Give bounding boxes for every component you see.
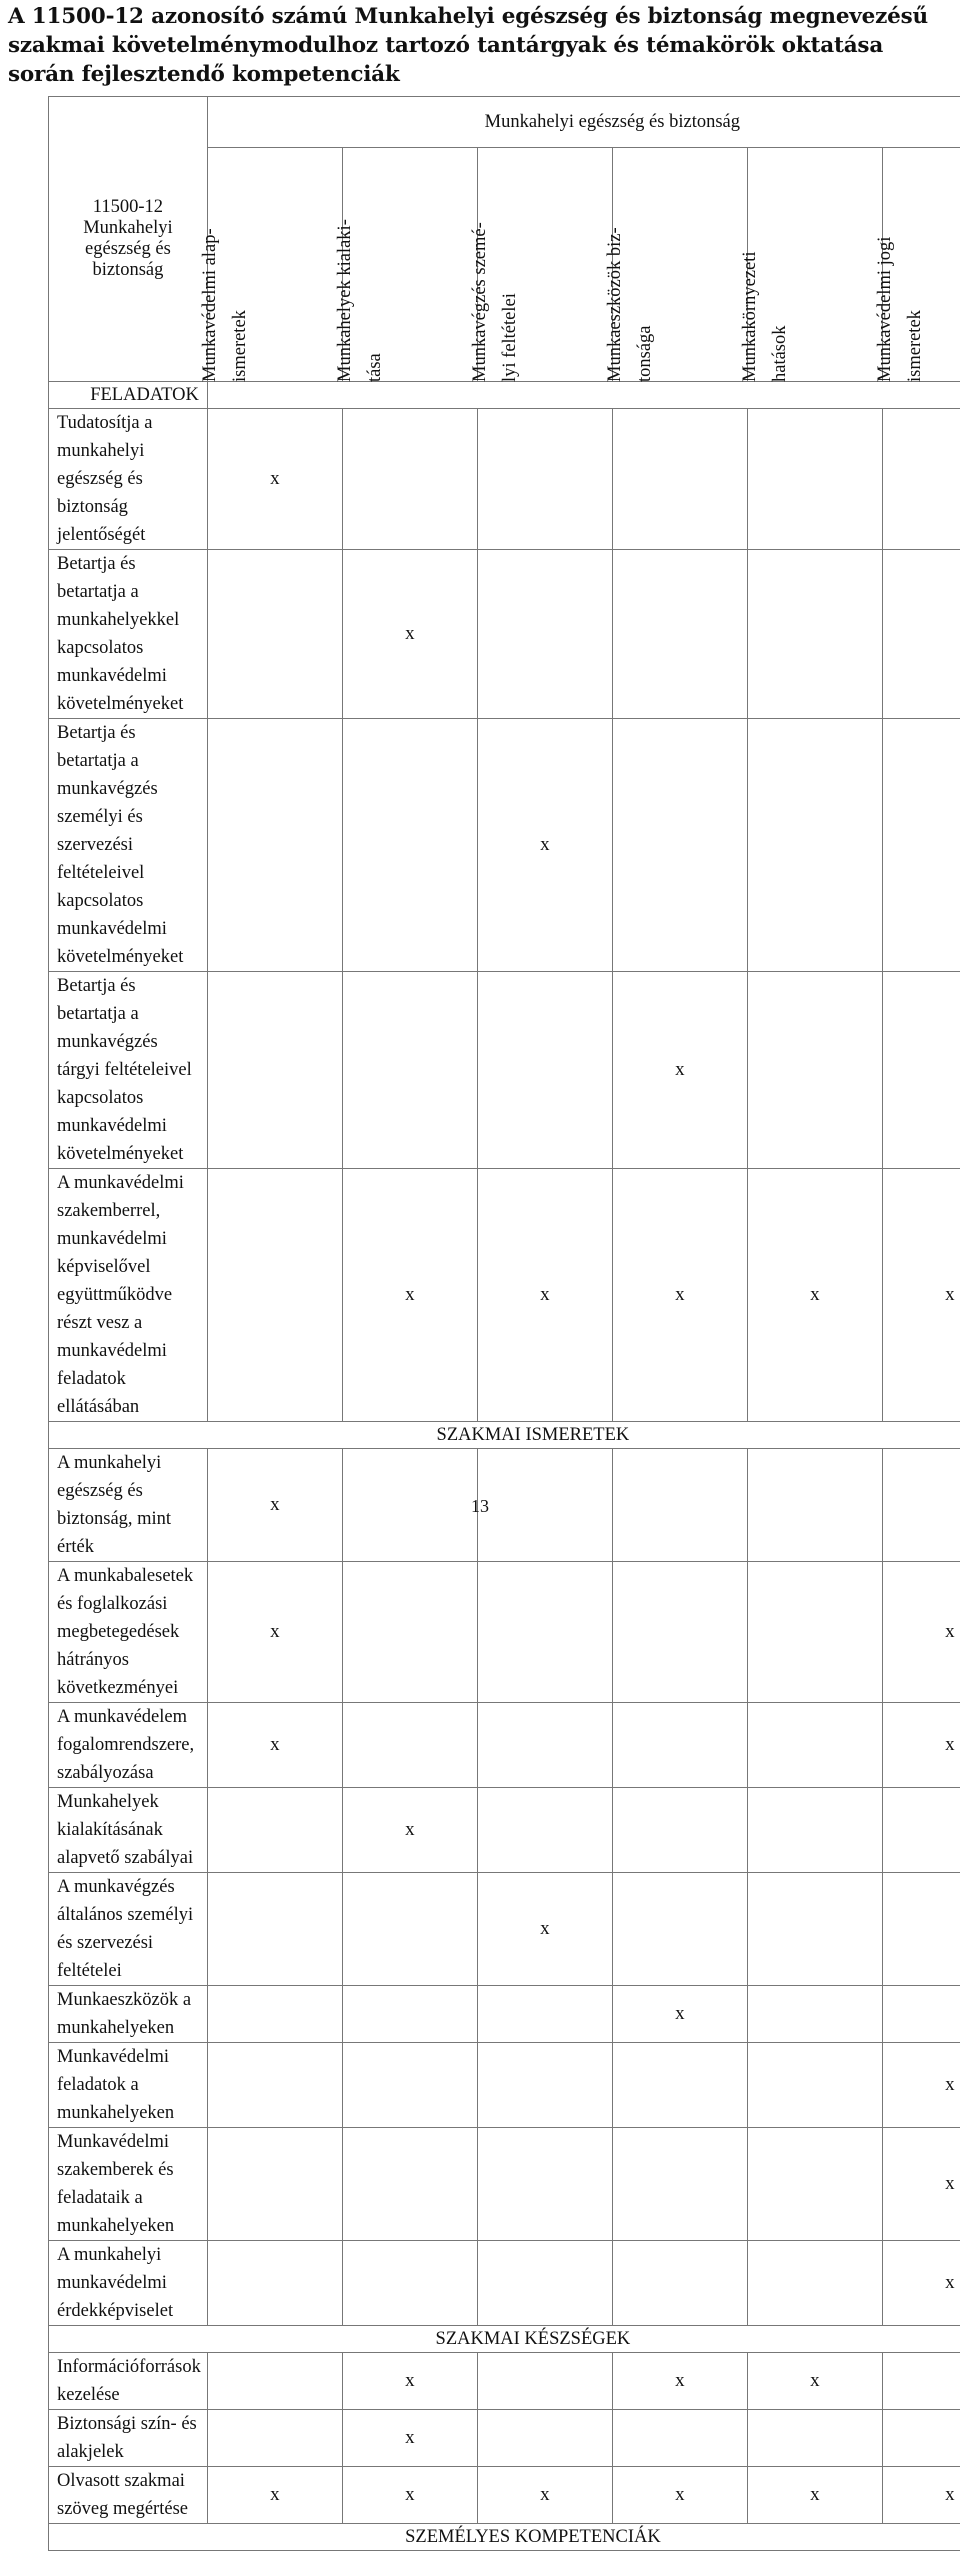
mark-cell xyxy=(882,409,960,550)
mark-cell xyxy=(612,1788,747,1873)
mark-cell xyxy=(477,1986,612,2043)
mark-cell: x xyxy=(882,1562,960,1703)
mark-cell: x xyxy=(477,1873,612,1986)
mark-cell xyxy=(747,2410,882,2467)
mark-cell: x xyxy=(612,2467,747,2524)
mark-cell xyxy=(612,1703,747,1788)
mark-cell xyxy=(342,719,477,972)
mark-cell: x xyxy=(612,1169,747,1422)
mark-cell: x xyxy=(747,2467,882,2524)
section-szakmai-keszsegek: SZAKMAI KÉSZSÉGEK xyxy=(49,2326,960,2353)
row-label: Tudatosítja a munkahelyi egészség és biztonság jelentőségét xyxy=(49,409,208,550)
mark-cell: x xyxy=(207,2467,342,2524)
mark-cell xyxy=(882,972,960,1169)
mark-cell: x xyxy=(342,2467,477,2524)
mark-cell: x xyxy=(747,2353,882,2410)
table-row xyxy=(49,2128,960,2241)
mark-cell xyxy=(342,1703,477,1788)
row-label: A munkavédelmi szakemberrel, munkavédelmi képviselővel együttműködve részt vesz a munkavédelmi feladatok ellátásában xyxy=(49,1169,208,1422)
row-label: Betartja és betartatja a munkahelyekkel kapcsolatos munkavédelmi követelményeket xyxy=(49,550,208,719)
mark-cell: x xyxy=(342,550,477,719)
table-row xyxy=(49,550,960,719)
mark-cell xyxy=(477,550,612,719)
table-row xyxy=(49,2410,960,2467)
row-label: Betartja és betartatja a munkavégzés személyi és szervezési feltételeivel kapcsolatos munkavédelmi követelményeket xyxy=(49,719,208,972)
mark-cell xyxy=(342,1873,477,1986)
mark-cell xyxy=(612,550,747,719)
mark-cell: x xyxy=(342,1788,477,1873)
row-label: Munkavédelmi szakemberek és feladataik a munkahelyeken xyxy=(49,2128,208,2241)
mark-cell: x xyxy=(882,1169,960,1422)
mark-cell: x xyxy=(207,1703,342,1788)
table-row xyxy=(49,1169,960,1422)
mark-cell xyxy=(342,2128,477,2241)
mark-cell xyxy=(477,1562,612,1703)
mark-cell: x xyxy=(612,2353,747,2410)
mark-cell xyxy=(342,1986,477,2043)
mark-cell xyxy=(612,2043,747,2128)
mark-cell: x xyxy=(882,2467,960,2524)
mark-cell xyxy=(207,2410,342,2467)
mark-cell: x xyxy=(612,1986,747,2043)
mark-cell xyxy=(747,409,882,550)
mark-cell xyxy=(747,972,882,1169)
column-header: Munkakörnyezeti hatások xyxy=(747,148,882,382)
mark-cell xyxy=(207,1169,342,1422)
mark-cell xyxy=(342,2241,477,2326)
table-row xyxy=(49,719,960,972)
mark-cell xyxy=(882,550,960,719)
mark-cell xyxy=(612,2410,747,2467)
mark-cell: x xyxy=(207,1562,342,1703)
mark-cell xyxy=(882,1986,960,2043)
mark-cell xyxy=(612,719,747,972)
mark-cell: x xyxy=(882,2128,960,2241)
mark-cell xyxy=(747,1562,882,1703)
document-heading: A 11500-12 azonosító számú Munkahelyi egészség és biztonság megnevezésű szakmai követelménymodulhoz tartozó tantárgyak és témakörök oktatása során fejlesztendő kompetenciák xyxy=(8,2,953,89)
mark-cell xyxy=(477,2043,612,2128)
row-label: Olvasott szakmai szöveg megértése xyxy=(49,2467,208,2524)
mark-cell xyxy=(207,550,342,719)
row-label: Munkavédelmi feladatok a munkahelyeken xyxy=(49,2043,208,2128)
mark-cell: x xyxy=(207,409,342,550)
mark-cell: x xyxy=(477,1169,612,1422)
row-label: Munkaeszközök a munkahelyeken xyxy=(49,1986,208,2043)
row-label: A munkavégzés általános személyi és szervezési feltételei xyxy=(49,1873,208,1986)
mark-cell xyxy=(207,719,342,972)
mark-cell xyxy=(882,2353,960,2410)
row-label: Munkahelyek kialakításának alapvető szabályai xyxy=(49,1788,208,1873)
mark-cell xyxy=(342,1562,477,1703)
table-row xyxy=(49,1562,960,1703)
mark-cell: x xyxy=(477,719,612,972)
section-szemelyes-kompetenciak: SZEMÉLYES KOMPETENCIÁK xyxy=(49,2524,960,2551)
mark-cell: x xyxy=(342,2410,477,2467)
table-row xyxy=(49,1873,960,1986)
corner-label: 11500-12 Munkahelyi egészség és biztonság xyxy=(49,97,208,382)
mark-cell: x xyxy=(342,2353,477,2410)
table-row xyxy=(49,972,960,1169)
table-row xyxy=(49,1788,960,1873)
row-label: A munkahelyi egészség és biztonság, mint érték xyxy=(49,1449,208,1562)
mark-cell: x xyxy=(342,1169,477,1422)
mark-cell: x xyxy=(612,972,747,1169)
column-header: Munkavédelmi alap- ismeretek xyxy=(207,148,342,382)
table-row xyxy=(49,2467,960,2524)
table-row xyxy=(49,2043,960,2128)
mark-cell xyxy=(612,1562,747,1703)
mark-cell xyxy=(207,972,342,1169)
mark-cell: x xyxy=(882,2043,960,2128)
row-label: A munkavédelem fogalomrendszere, szabályozása xyxy=(49,1703,208,1788)
table-row xyxy=(49,409,960,550)
mark-cell xyxy=(477,2410,612,2467)
mark-cell xyxy=(747,2128,882,2241)
competency-table xyxy=(48,96,960,2551)
mark-cell: x xyxy=(477,2467,612,2524)
mark-cell xyxy=(477,1703,612,1788)
mark-cell xyxy=(747,1788,882,1873)
table-row xyxy=(49,2353,960,2410)
mark-cell xyxy=(747,2043,882,2128)
row-label: Betartja és betartatja a munkavégzés tárgyi feltételeivel kapcsolatos munkavédelmi követelményeket xyxy=(49,972,208,1169)
mark-cell xyxy=(342,2043,477,2128)
mark-cell xyxy=(612,1873,747,1986)
mark-cell: x xyxy=(882,2241,960,2326)
mark-cell xyxy=(207,1873,342,1986)
mark-cell xyxy=(207,2353,342,2410)
table-row xyxy=(49,2241,960,2326)
mark-cell xyxy=(477,1788,612,1873)
mark-cell xyxy=(477,409,612,550)
table-row xyxy=(49,1703,960,1788)
mark-cell xyxy=(747,719,882,972)
mark-cell xyxy=(207,2128,342,2241)
mark-cell xyxy=(477,2128,612,2241)
mark-cell xyxy=(882,1873,960,1986)
mark-cell xyxy=(747,2241,882,2326)
mark-cell xyxy=(207,2043,342,2128)
mark-cell xyxy=(207,1788,342,1873)
mark-cell xyxy=(747,550,882,719)
column-header: Munkahelyek kialaki- tása xyxy=(342,148,477,382)
mark-cell xyxy=(207,2241,342,2326)
mark-cell xyxy=(882,2410,960,2467)
mark-cell xyxy=(207,1986,342,2043)
table-row xyxy=(49,1986,960,2043)
mark-cell xyxy=(612,2241,747,2326)
mark-cell: x xyxy=(747,1169,882,1422)
mark-cell xyxy=(747,1703,882,1788)
row-label: Biztonsági szín- és alakjelek xyxy=(49,2410,208,2467)
mark-cell: x xyxy=(207,1449,342,1562)
section-szakmai-ismeretek: SZAKMAI ISMERETEK xyxy=(49,1422,960,1449)
mark-cell xyxy=(882,1788,960,1873)
column-header: Munkaeszközök biz- tonsága xyxy=(612,148,747,382)
mark-cell xyxy=(342,409,477,550)
mark-cell xyxy=(747,1986,882,2043)
column-header: Munkavégzés szemé- lyi feltételei xyxy=(477,148,612,382)
group-header: Munkahelyi egészség és biztonság xyxy=(207,97,960,148)
mark-cell xyxy=(747,1873,882,1986)
row-label: A munkabalesetek és foglalkozási megbetegedések hátrányos következményei xyxy=(49,1562,208,1703)
row-label: A munkahelyi munkavédelmi érdekképviselet xyxy=(49,2241,208,2326)
mark-cell xyxy=(477,2353,612,2410)
column-header: Munkavédelmi jogi ismeretek xyxy=(882,148,960,382)
row-label: Információforrások kezelése xyxy=(49,2353,208,2410)
mark-cell xyxy=(612,2128,747,2241)
mark-cell xyxy=(477,2241,612,2326)
section-feladatok: FELADATOK xyxy=(49,382,208,409)
mark-cell: x xyxy=(882,1703,960,1788)
page-number: 13 xyxy=(0,1496,960,1517)
mark-cell xyxy=(882,719,960,972)
mark-cell xyxy=(477,972,612,1169)
mark-cell xyxy=(342,972,477,1169)
mark-cell xyxy=(612,409,747,550)
